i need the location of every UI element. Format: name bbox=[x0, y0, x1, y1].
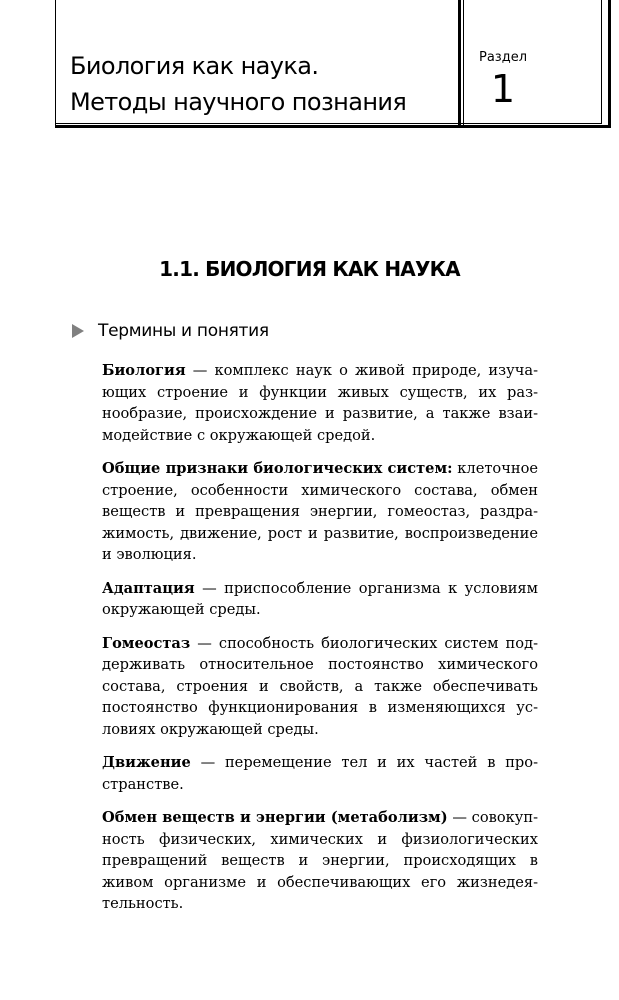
definition-term: Обмен веществ и энергии (метаболизм) bbox=[102, 809, 448, 826]
section-label: Раздел bbox=[478, 50, 527, 65]
definition-item bbox=[102, 752, 538, 795]
definition-term: Общие признаки биологических систем: bbox=[102, 460, 453, 477]
terms-subheading bbox=[72, 320, 269, 342]
definition-text: — приспособление организма к условиям окружающей среды. bbox=[102, 579, 538, 618]
definition-text: клеточное строение, особенности химического состава, обмен веществ и превращения энергии, гомеостаз, раздражимость, движение, рост и развитие, воспроизведение и эволюция. bbox=[102, 460, 538, 563]
definition-item bbox=[102, 633, 538, 741]
definition-term: Движение bbox=[102, 754, 191, 771]
definitions-list bbox=[102, 360, 538, 927]
section-number: 1 bbox=[490, 67, 516, 111]
definition-term: Гомеостаз bbox=[102, 634, 191, 652]
definition-item bbox=[102, 807, 538, 915]
definition-item bbox=[102, 458, 538, 566]
definition-text: — способность биологических систем поддерживать относительное постоянство химического состава, строения и свойств, а также обеспечивать постоянство функционирования в изменяющихся условиях окружающей среды. bbox=[102, 634, 538, 738]
definition-text: — перемещение тел и их частей в пространстве. bbox=[102, 754, 538, 793]
section-heading: 1.1. БИОЛОГИЯ КАК НАУКА bbox=[159, 257, 460, 281]
definition-term: Биология bbox=[102, 362, 186, 379]
triangle-bullet-icon bbox=[72, 324, 84, 338]
chapter-title-line-2: Методы научного познания bbox=[70, 88, 407, 116]
definition-item bbox=[102, 578, 538, 621]
chapter-title bbox=[70, 48, 450, 120]
chapter-title-line-1: Биология как наука. bbox=[70, 52, 319, 80]
definition-term: Адаптация bbox=[102, 579, 195, 597]
terms-label: Термины и понятия bbox=[98, 321, 269, 341]
definition-text: — комплекс наук о живой природе, изучающих строение и функции живых существ, их разнообразие, происхождение и развитие, а также взаимодействие с окружающей средой. bbox=[102, 362, 538, 444]
definition-item bbox=[102, 360, 538, 446]
definition-text: — совокупность физических, химических и физиологических превращений веществ и энергии, происходящих в живом организме и обеспечивающих его жизнедеятельность. bbox=[102, 809, 538, 912]
section-tab-divider-thick bbox=[458, 0, 461, 125]
